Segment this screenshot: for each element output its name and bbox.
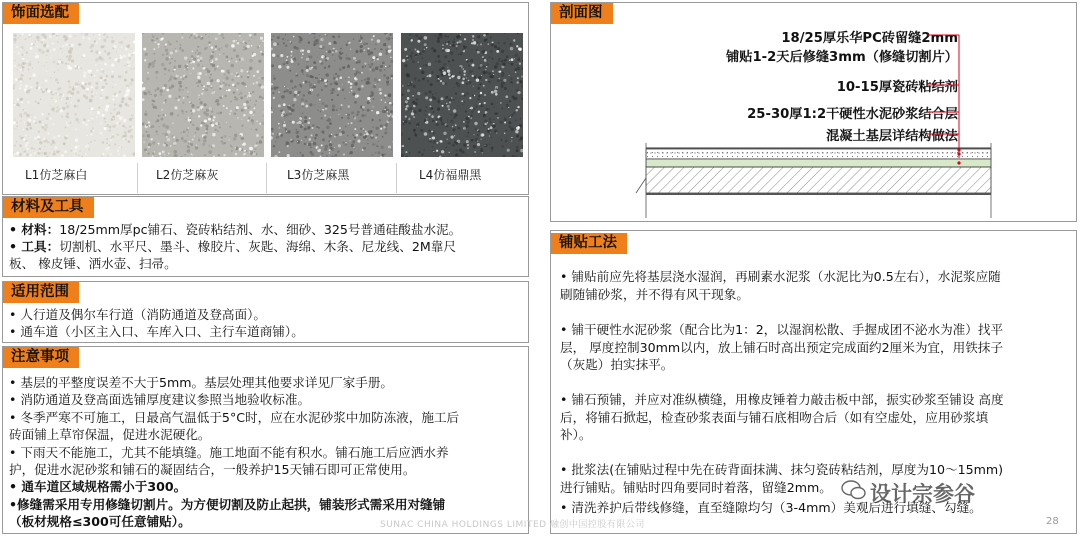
callout-adhesive-layer: 10-15厚瓷砖粘结剂: [836, 80, 958, 95]
finish-selection-panel: [2, 2, 529, 195]
notes-panel: [2, 346, 529, 534]
swatch-divider: [137, 163, 138, 193]
scope-body: [9, 306, 522, 340]
materials-tools-title: 材料及工具: [3, 197, 94, 218]
section-drawing: [551, 3, 1078, 223]
finish-selection-title: 饰面选配: [3, 3, 79, 24]
swatch-l2-label: L2仿芝麻灰: [156, 168, 219, 182]
notes-line-emphasis: （板材规格≤300可任意铺贴）。: [9, 514, 191, 530]
concrete-layer: [646, 167, 991, 193]
notes-line: • 基层的平整度误差不大于5mm。基层处理其他要求详见厂家手册。: [9, 375, 394, 390]
method-step: • 铺干硬性水泥砂浆（配合比为1：2，以湿润松散、手握成团不泌水为准）找平 层， 厚度控制30mm以内，放上铺石时高出预定完成面约2厘米为宜，用铁抹子 （灰匙）拍实抹平。: [560, 322, 1004, 372]
swatch-divider: [266, 163, 267, 193]
swatch-l3-label: L3仿芝麻黑: [287, 168, 350, 182]
footer-company: SUNAC CHINA HOLDINGS LIMITED 融创中国控股有限公司: [380, 520, 645, 530]
laying-method-title: 铺贴工法: [551, 233, 627, 254]
scope-item: • 人行道及偶尔车行道（消防通道及登高面）。: [9, 307, 267, 322]
materials-line: • 材料：18/25mm厚pc铺石、瓷砖粘结剂、水、细砂、325号普通硅酸盐水泥。: [9, 222, 462, 237]
tools-line-continued: 板、 橡皮锤、洒水壶、扫帚。: [9, 256, 177, 271]
swatch-l3-texture: [271, 33, 393, 157]
section-drawing-panel: [550, 2, 1077, 222]
scope-item: • 通车道（小区主入口、车库入口、主行车道商铺）。: [9, 324, 304, 339]
swatch-l1-label: L1仿芝麻白: [25, 168, 88, 182]
leader-lines: [927, 35, 959, 158]
swatch-l4-image: [401, 33, 523, 157]
notes-line: • 下雨天不能施工，尤其不能填缝。施工地面不能有积水。铺石施工后应洒水养: [9, 444, 449, 460]
swatch-divider: [396, 163, 397, 193]
watermark: 设计宗参谷: [870, 482, 975, 506]
swatch-l2-texture: [142, 33, 264, 157]
page-number: 28: [1046, 516, 1059, 527]
method-step: • 铺贴前应先将基层浇水湿润，再刷素水泥浆（水泥比为0.5左右），水泥浆应随 刷随铺砂浆，并不得有风干现象。: [560, 269, 1001, 302]
callout-concrete-base: 混凝土基层详结构做法: [826, 129, 958, 144]
callout-joint-trim: 铺贴1-2天后修缝3mm（修缝切割片）: [726, 50, 958, 65]
callout-mortar-layer: 25-30厚1:2干硬性水泥砂浆结合层: [747, 107, 958, 122]
swatch-l1-texture: [13, 33, 135, 157]
notes-line-emphasis: •修缝需采用专用修缝切割片。为方便切割及防止起拱，铺装形式需采用对缝铺: [9, 496, 446, 512]
tools-line: • 工具：切割机、水平尺、墨斗、橡胶片、灰匙、海绵、木条、尼龙线、2M靠尺: [9, 239, 456, 254]
materials-tools-panel: [2, 196, 529, 277]
notes-line: • 消防通道及登高面选铺厚度建议参照当地验收标准。: [9, 392, 311, 408]
notes-body: [9, 374, 522, 531]
notes-line-emphasis: • 通车道区域规格需小于300。: [9, 479, 187, 495]
mortar-layer: [646, 159, 991, 167]
swatch-l1-image: [13, 33, 135, 157]
notes-line: 护，促进水泥砂浆和铺石的凝固结合，一般养护15天铺石即可正常使用。: [9, 462, 416, 478]
section-drawing-title: 剖面图: [551, 3, 613, 24]
scope-panel: [2, 281, 529, 343]
method-step: • 批浆法(在铺贴过程中先在砖背面抹满、抹匀瓷砖粘结剂，厚度为10～15mm) 进行铺贴。铺贴时四角要同时着落，留缝2mm。 • 清洗养护后带线修缝，直至缝隙均匀（3-4mm）美观后进行填缝、勾缝。: [560, 462, 1004, 515]
notes-line: • 冬季严寒不可施工，日最高气温低于5°C时，应在水泥砂浆中加防冻液，施工后: [9, 409, 460, 425]
swatch-l2-image: [142, 33, 264, 157]
wechat-icon: [840, 478, 868, 502]
swatch-l4-label: L4仿福鼎黑: [419, 168, 482, 182]
method-step: • 铺石预铺，并应对准纵横缝，用橡皮锤着力敲击板中部，振实砂浆至铺设 高度 后，将铺石掀起，检查砂浆表面与铺石底相吻合后（如有空虚处，应用砂浆填 补）。: [560, 392, 1004, 442]
notes-line: 砖面铺上草帘保温，促进水泥硬化。: [9, 427, 211, 443]
materials-tools-body: [9, 221, 522, 272]
laying-method-panel: [550, 230, 1077, 534]
swatch-l4-texture: [401, 33, 523, 157]
adhesive-layer: [646, 149, 991, 159]
swatch-l3-image: [271, 33, 393, 157]
notes-title: 注意事项: [3, 347, 79, 368]
callout-paver-layer: 18/25厚乐华PC砖留缝2mm: [781, 31, 958, 46]
scope-title: 适用范围: [3, 282, 79, 303]
